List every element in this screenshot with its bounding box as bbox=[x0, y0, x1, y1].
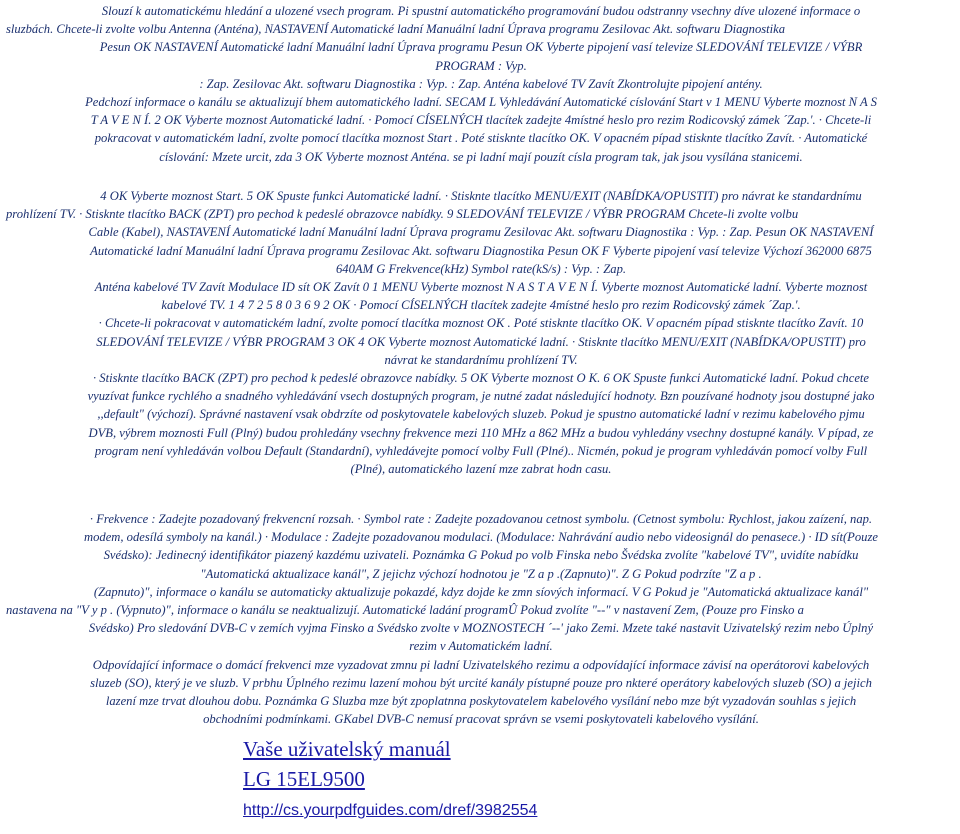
model-link[interactable]: LG 15EL9500 bbox=[243, 767, 365, 791]
text-block-automatic-tuning bbox=[6, 2, 956, 166]
text-line: císlování: Mzete urcit, zda 3 OK Vyberte moznost Anténa. se pi ladní mají pouzít císla program tak, jak jsou vysílána stanicemi. bbox=[159, 149, 803, 164]
text-line: ,,default" (výchozí). Správné nastavení vsak obdrzíte od poskytovatele kabelových sluzeb. Pokud je spustno automatické ladní v rezimu kabelového pjmu bbox=[97, 407, 865, 422]
text-line: 4 OK Vyberte moznost Start. 5 OK Spuste funkci Automatické ladní. · Stisknte tlacítko MENU/EXIT (NABÍDKA/OPUSTIT) pro návrat ke standardnímu bbox=[100, 189, 862, 203]
text-line: · Frekvence : Zadejte pozadovaný frekvencní rozsah. · Symbol rate : Zadejte pozadovanou cetnost symbolu. (Cetnost symbolu: Rychlost, jakou zaízení, nap. bbox=[89, 512, 873, 526]
text-line: Svédsko) Pro sledování DVB-C v zemích vyjma Finsko a Svédsko zvolte v MOZNOSTECH ´--' jako Zemi. Mzete také nastavit Uzivatelský rezim nebo Úplný bbox=[88, 621, 874, 636]
text-block-cable-tuning bbox=[6, 187, 956, 478]
text-line: 640AM G Frekvence(kHz) Symbol rate(kS/s) : Vyp. : Zap. bbox=[335, 261, 627, 276]
text-line: · Stisknte tlacítko BACK (ZPT) pro pechod k pedeslé obrazovce nabídky. 5 OK Vyberte moznost O K. 6 OK Spuste funkci Automatické ladní. Pokud chcete bbox=[93, 371, 869, 386]
download-url-link[interactable]: http://cs.yourpdfguides.com/dref/3982554 bbox=[243, 802, 538, 819]
text-line: Pedchozí informace o kanálu se aktualizují bhem automatického ladní. SECAM L Vyhledávání Automatické císlování Start v 1 MENU Vyberte moznost N A S bbox=[85, 95, 877, 110]
text-line: "Automatická aktualizace kanál", Z jejichz výchozí hodnotou je "Z a p .(Zapnuto)". Z G Pokud podrzíte "Z a p . bbox=[200, 566, 762, 581]
text-line: vyuzívat funkce rychlého a snadného vyhledávání vsech dostupných program, je nutné zadat následující hodnoty. Bzn pouzívané hodnoty jsou dostupné jako bbox=[87, 389, 875, 404]
text-line: sluzbách. Chcete-li zvolte volbu Antenna (Anténa), NASTAVENÍ Automatické ladní Manuální ladní Úprava programu Zesilovac Akt. softwaru Diagnostika bbox=[6, 22, 786, 37]
text-line: prohlízení TV. · Stisknte tlacítko BACK (ZPT) pro pechod k pedeslé obrazovce nabídky. 9 SLEDOVÁNÍ TELEVIZE / VÝBR PROGRAM Chcete-li zvolte volbu bbox=[6, 207, 799, 222]
text-line: Cable (Kabel), NASTAVENÍ Automatické ladní Manuální ladní Úprava programu Zesilovac Akt. softwaru Diagnostika : Vyp. : Zap. Pesun OK NASTAVENÍ bbox=[88, 225, 874, 240]
text-line: SLEDOVÁNÍ TELEVIZE / VÝBR PROGRAM 3 OK 4 OK Vyberte moznost Automatické ladní. · Stisknte tlacítko MENU/EXIT (NABÍDKA/OPUSTIT) pro bbox=[96, 334, 866, 349]
text-line: návrat ke standardnímu prohlízení TV. bbox=[384, 352, 578, 367]
text-line: program není vyhledáván volbou Default (Standardní), vyhledávejte pomocí volby Full (Plné).. Nicmén, pokud je program vyhledáván pomocí volby Full bbox=[94, 443, 868, 458]
text-line: lazení mze trvat dlouhou dobu. Poznámka G Sluzba mze být zpoplatnna poskytovatelem kabelového vysílání nebo mze být vyzadován souhlas s jejich bbox=[105, 694, 857, 709]
text-line: nastavena na "V y p . (Vypnuto)", informace o kanálu se neaktualizují. Automatické ladání programÛ Pokud zvolíte "--" v nastavení Zem, (Pouze pro Finsko a bbox=[6, 603, 804, 618]
text-line: obchodními podmínkami. GKabel DVB-C nemusí pracovat správn se vsemi poskytovateli kabelového vysílání. bbox=[203, 712, 759, 727]
text-line: Pesun OK NASTAVENÍ Automatické ladní Manuální ladní Úprava programu Pesun OK Vyberte pipojení vasí televize SLEDOVÁNÍ TELEVIZE / VÝBR bbox=[99, 40, 863, 55]
text-line: : Zap. Zesilovac Akt. softwaru Diagnostika : Vyp. : Zap. Anténa kabelové TV Zavít Zkontrolujte pipojení antény. bbox=[199, 76, 763, 91]
text-line: T A V E N Í. 2 OK Vyberte moznost Automatické ladní. · Pomocí CÍSELNÝCH tlacítek zadejte 4místné heslo pro rezim Rodicovský zámek ´Zap.'. · Chcete-li bbox=[90, 113, 872, 128]
manual-footer bbox=[243, 734, 537, 826]
text-line: rezim v Automatickém ladní. bbox=[409, 639, 553, 654]
text-line: Anténa kabelové TV Zavít Modulace ID sít OK Zavít 0 1 MENU Vyberte moznost N A S T A V E N Í. Vyberte moznost Automatické ladní. Vyberte moznost bbox=[94, 280, 868, 295]
manual-title-link[interactable]: Vaše uživatelský manuál bbox=[243, 737, 451, 761]
text-line: · Chcete-li pokracovat v automatickém ladní, zvolte pomocí tlacítka moznost OK . Poté stisknte tlacítko OK. V opacném pípad stisknte tlacítko Zavít. 10 bbox=[98, 316, 864, 331]
text-block-cable-settings bbox=[6, 510, 956, 728]
text-line: Slouzí k automatickému hledání a ulozené vsech program. Pi spustní automatického programování budou odstranny vsechny díve ulozené informace o bbox=[101, 4, 861, 18]
text-line: PROGRAM : Vyp. bbox=[435, 58, 527, 73]
text-line: sluzeb (SO), který je ve sluzb. V prbhu Úplného rezimu lazení mohou být urcité kanály pístupné pouze pro nkteré operátory kabelových sluzeb (SO) a jejich bbox=[90, 675, 872, 690]
text-line: kabelové TV. 1 4 7 2 5 8 0 3 6 9 2 OK · Pomocí CÍSELNÝCH tlacítek zadejte 4místné heslo pro rezim Rodicovský zámek ´Zap.'. bbox=[161, 298, 801, 313]
text-line: pokracovat v automatickém ladní, zvolte pomocí tlacítka moznost Start . Poté stisknte tlacítko OK. V opacném pípad stisknte tlacítko Zavít. · Automatické bbox=[94, 131, 868, 146]
text-line: (Plné), automatického lazení mze zabrat hodn casu. bbox=[350, 462, 612, 477]
text-line: Automatické ladní Manuální ladní Úprava programu Zesilovac Akt. softwaru Diagnostika Pesun OK F Vyberte pipojení vasí televize Výchozí 362000 6875 bbox=[90, 243, 872, 258]
text-line: Svédsko): Jedinecný identifikátor piazený kazdému uzivateli. Poznámka G Pokud po volb Finska nebo Švédska zvolíte "kabelové TV", uvidíte nabídku bbox=[103, 548, 859, 563]
text-line: DVB, výbrem moznosti Full (Plný) budou prohledány vsechny frekvence mezi 110 MHz a 862 MHz a budou vyhledány vsechny dostupné kanály. V pípad, ze bbox=[88, 425, 874, 440]
text-line: (Zapnuto)", informace o kanálu se automaticky aktualizuje pokazdé, kdyz dojde ke zmn síových informací. V G Pokud je "Automatická aktualizace kanál" bbox=[93, 584, 869, 599]
text-line: modem, odesílá symboly na kanál.) · Modulace : Zadejte pozadovanou modulaci. (Modulace: Nahrávání audio nebo videosignál do penasece.) · ID sít(Pouze bbox=[84, 530, 878, 545]
text-line: Odpovídající informace o domácí frekvenci mze vyzadovat zmnu pi ladní Uzivatelského rezimu a odpovídající informace závisí na operátorovi kabelových bbox=[92, 657, 870, 672]
